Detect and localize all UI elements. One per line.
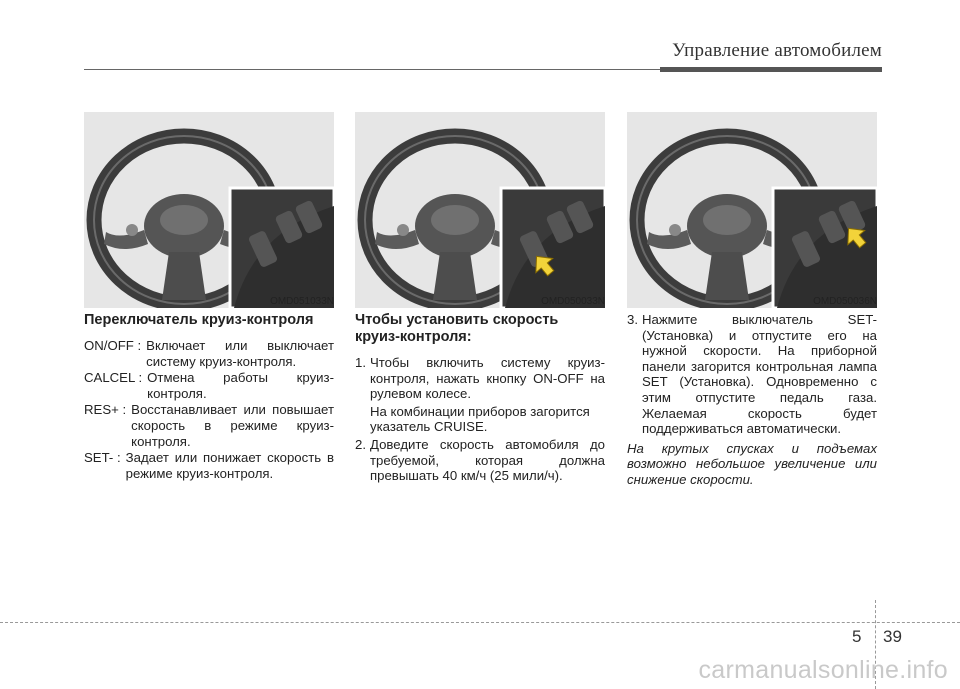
steering-wheel-figure-1 [84, 112, 334, 308]
column-cruise-switch [84, 312, 334, 482]
switch-definitions [84, 338, 334, 481]
column-set-speed [355, 312, 605, 486]
definition-row [84, 402, 334, 449]
step-1-note: На комбинации приборов загорится указатель CRUISE. [370, 403, 590, 435]
section-title: Управление автомобилем [672, 40, 882, 61]
header-rule-accent [660, 67, 882, 72]
steering-wheel-figure-2 [355, 112, 605, 308]
section-number: 5 [852, 627, 862, 646]
step-2 [355, 437, 605, 484]
figure-code-2: OMD050033N [541, 296, 605, 307]
page-number: 39 [883, 627, 902, 646]
definition-term: SET- : [84, 450, 121, 466]
step-text: Доведите скорость автомобиля до требуемой, которая должна превышать 40 км/ч (25 мили/ч). [370, 436, 605, 484]
step-1 [355, 355, 605, 402]
step-text: Нажмите выключатель SET- (Установка) и отпустите его на нужной скорости. На приборной панели загорится контрольная лампа SET (Установка). Одновременно с этим отпустите педаль газа. Желаемая скорость будет поддерживаться автоматически. [642, 312, 877, 437]
figure-code-3: OMD050036N [813, 296, 877, 307]
step-number: 1. [355, 355, 366, 370]
definition-term: CALCEL : [84, 370, 143, 386]
step-number: 2. [355, 436, 366, 452]
definition-text: Включает или выключает систему круиз-контроля. [146, 338, 334, 369]
control-inset [230, 188, 334, 308]
heading-cruise-switch: Переключатель круиз-контроля [84, 312, 314, 328]
definition-text: Задает или понижает скорость в режиме круиз-контроля. [125, 450, 334, 481]
footer-rule [0, 622, 960, 623]
definition-row [84, 370, 334, 401]
definition-text: Отмена работы круиз-контроля. [147, 370, 334, 401]
definition-term: ON/OFF : [84, 338, 142, 353]
step-text: Чтобы включить систему круиз-контроля, нажать кнопку ON-OFF на рулевом колесе. [370, 355, 605, 402]
step-number: 3. [627, 312, 638, 327]
definition-term: RES+ : [84, 402, 127, 418]
watermark: carmanualsonline.info [698, 656, 948, 684]
heading-set-speed: Чтобы установить скорость круиз-контроля: [355, 312, 559, 345]
control-inset [773, 188, 877, 308]
definition-row [84, 338, 334, 369]
definition-row [84, 450, 334, 481]
steering-wheel-figure-3 [627, 112, 877, 308]
figure-code-1: OMD051033N [270, 296, 334, 307]
definition-text: Восстанавливает или повышает скорость в режиме круиз-контроля. [131, 402, 334, 449]
step-3 [627, 312, 877, 437]
control-inset [501, 188, 605, 308]
speed-note: На крутых спусках и подъемах возможно небольшое увеличение или снижение скорости. [627, 440, 877, 487]
column-set-speed-continued [627, 312, 877, 488]
